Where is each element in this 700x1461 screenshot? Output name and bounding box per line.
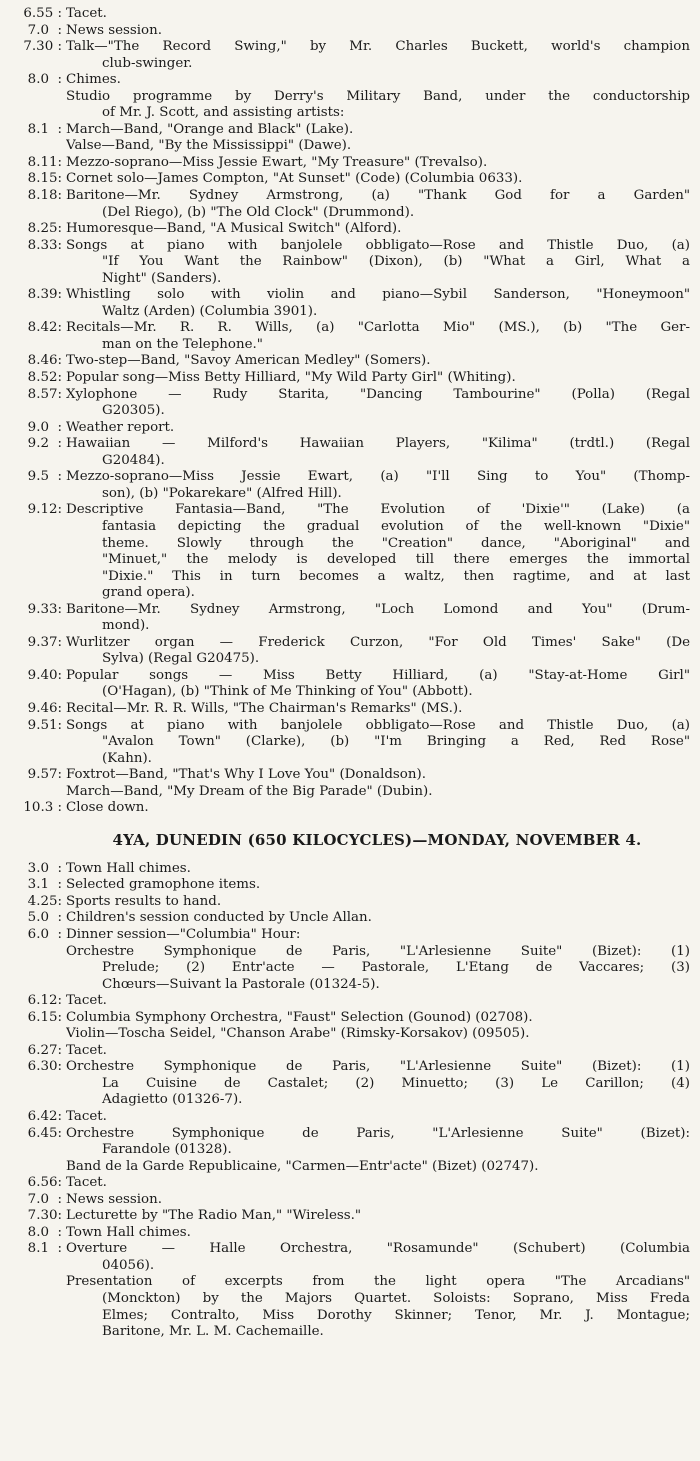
entry-line: Descriptive Fantasia—Band, "The Evolution of 'Dixie'" (Lake) (a xyxy=(66,502,690,518)
entry-line: Elmes; Contralto, Miss Dorothy Skinner; Tenor, Mr. J. Montague; xyxy=(102,1307,690,1323)
entry-line: G20484). xyxy=(102,452,165,468)
programme-entry xyxy=(4,89,690,122)
entry-line: Tacet. xyxy=(66,1042,107,1058)
entry-line: Town Hall chimes. xyxy=(66,860,191,876)
programme-entry xyxy=(4,993,690,1010)
programme-entry xyxy=(4,387,690,420)
entry-text xyxy=(62,138,690,155)
entry-text xyxy=(62,1059,690,1109)
entry-line: Columbia Symphony Orchestra, "Faust" Selection (Gounod) (02708). xyxy=(66,1009,533,1025)
entry-text xyxy=(62,993,690,1010)
programme-entry xyxy=(4,238,690,288)
entry-text xyxy=(62,171,690,188)
programme-entry xyxy=(4,1010,690,1027)
entry-line: Selected gramophone items. xyxy=(66,877,261,893)
entry-time: 8.18: xyxy=(27,188,62,204)
entry-line: Orchestre Symphonique de Paris, "L'Arlesienne Suite" (Bizet): (1) xyxy=(66,943,690,959)
entry-line: Hawaiian — Milford's Hawaiian Players, "Kilima" (trdtl.) (Regal xyxy=(66,436,690,452)
entry-line: Baritone—Mr. Sydney Armstrong, "Loch Lomond and You" (Drum- xyxy=(66,601,690,617)
entry-time: 3.1 : xyxy=(27,877,62,893)
entry-text xyxy=(62,502,690,601)
entry-line: Night" (Sanders). xyxy=(102,270,222,286)
entry-line: Tacet. xyxy=(66,1109,107,1124)
entry-time: 3.0 : xyxy=(27,860,62,876)
entry-line: Recitals—Mr. R. R. Wills, (a) "Carlotta Mio" (MS.), (b) "The Ger- xyxy=(66,320,690,336)
entry-line: Overture — Halle Orchestra, "Rosamunde" (Schubert) (Columbia xyxy=(66,1241,690,1257)
programme-entry xyxy=(4,6,690,23)
entry-time: 9.5 : xyxy=(27,469,62,485)
entry-time: 8.1 : xyxy=(27,121,62,137)
entry-line: fantasia depicting the gradual evolution of the well-known "Dixie" xyxy=(102,518,690,534)
programme-entry xyxy=(4,420,690,437)
programme-entry xyxy=(4,910,690,927)
entry-line: Sylva) (Regal G20475). xyxy=(102,651,260,667)
programme-entry xyxy=(4,138,690,155)
entry-time: 9.57: xyxy=(27,767,62,783)
entry-text xyxy=(62,1043,690,1060)
station-heading: 4YA, DUNEDIN (650 KILOCYCLES)—MONDAY, NOVEMBER 4. xyxy=(112,830,642,849)
entry-time: 10.3 : xyxy=(23,800,62,816)
programme-entry xyxy=(4,927,690,944)
entry-text xyxy=(62,39,690,72)
entry-text xyxy=(62,877,690,894)
entry-line: March—Band, "Orange and Black" (Lake). xyxy=(66,121,354,137)
entry-time: 6.0 : xyxy=(27,926,62,942)
entry-time: 9.40: xyxy=(27,667,62,683)
entry-line: News session. xyxy=(66,22,162,38)
entry-time: 8.25: xyxy=(27,221,62,237)
entry-text xyxy=(62,944,690,994)
entry-time: 6.27: xyxy=(27,1042,62,1058)
entry-line: Children's session conducted by Uncle Allan. xyxy=(66,910,372,926)
entry-time: 9.33: xyxy=(27,601,62,617)
entry-time: 8.15: xyxy=(27,171,62,187)
programme-entry xyxy=(4,1059,690,1109)
entry-time: 8.1 : xyxy=(27,1241,62,1257)
entry-line: Baritone, Mr. L. M. Cachemaille. xyxy=(102,1324,324,1340)
entry-time xyxy=(4,89,62,122)
entry-text xyxy=(62,894,690,911)
entry-line: Presentation of excerpts from the light opera "The Arcadians" xyxy=(66,1274,690,1290)
entry-line: Chimes. xyxy=(66,72,121,88)
entry-line: club-swinger. xyxy=(102,55,193,71)
programme-entry xyxy=(4,1192,690,1209)
entry-line: La Cuisine de Castalet; (2) Minuetto; (3) Le Carillon; (4) xyxy=(102,1075,690,1091)
entry-line: "Dixie." This in turn becomes a waltz, then ragtime, and at last xyxy=(102,568,690,584)
programme-entry xyxy=(4,320,690,353)
entry-line: (Monckton) by the Majors Quartet. Soloists: Soprano, Miss Freda xyxy=(102,1291,690,1307)
programme-entry xyxy=(4,635,690,668)
entry-line: Whistling solo with violin and piano—Sybil Sanderson, "Honeymoon" xyxy=(66,287,690,303)
entry-text xyxy=(62,861,690,878)
programme-entry xyxy=(4,469,690,502)
programme-entry xyxy=(4,1274,690,1340)
programme-entry xyxy=(4,1043,690,1060)
entry-text xyxy=(62,370,690,387)
entry-line: Tacet. xyxy=(66,993,107,1009)
programme-entry xyxy=(4,23,690,40)
programme-entry xyxy=(4,287,690,320)
entry-line: (O'Hagan), (b) "Think of Me Thinking of You" (Abbott). xyxy=(102,684,473,700)
entry-time: 6.56: xyxy=(27,1175,62,1191)
entry-line: Baritone—Mr. Sydney Armstrong, (a) "Thank God for a Garden" xyxy=(66,188,690,204)
entry-time xyxy=(4,1274,62,1340)
entry-text xyxy=(62,387,690,420)
entry-time: 8.52: xyxy=(27,370,62,386)
programme-entry xyxy=(4,155,690,172)
entry-line: Close down. xyxy=(66,800,149,816)
entry-line: Popular song—Miss Betty Hilliard, "My Wild Party Girl" (Whiting). xyxy=(66,370,516,386)
entry-time xyxy=(4,944,62,994)
entry-time xyxy=(4,1159,62,1176)
entry-line: Wurlitzer organ — Frederick Curzon, "For Old Times' Sake" (De xyxy=(66,634,690,650)
entry-time: 8.57: xyxy=(27,386,62,402)
entry-line: of Mr. J. Scott, and assisting artists: xyxy=(102,105,345,121)
entry-line: Recital—Mr. R. R. Wills, "The Chairman's Remarks" (MS.). xyxy=(66,700,463,716)
entry-text xyxy=(62,1010,690,1027)
entry-time: 8.11: xyxy=(27,154,62,170)
entry-text xyxy=(62,122,690,139)
entry-line: Humoresque—Band, "A Musical Switch" (Alford). xyxy=(66,221,402,237)
entry-text xyxy=(62,188,690,221)
entry-time: 9.37: xyxy=(27,634,62,650)
entry-text xyxy=(62,800,690,817)
entry-time: 6.15: xyxy=(27,1009,62,1025)
entry-text xyxy=(62,1225,690,1242)
programme-entry xyxy=(4,718,690,768)
entry-time: 5.0 : xyxy=(27,910,62,926)
entry-text xyxy=(62,1126,690,1159)
entry-text xyxy=(62,6,690,23)
entry-line: Waltz (Arden) (Columbia 3901). xyxy=(102,303,318,319)
programme-entry xyxy=(4,1159,690,1176)
entry-text xyxy=(62,1026,690,1043)
entry-line: Studio programme by Derry's Military Band, under the conductorship xyxy=(66,88,690,104)
entry-time: 9.2 : xyxy=(27,436,62,452)
entry-line: Band de la Garde Republicaine, "Carmen—Entr'acte" (Bizet) (02747). xyxy=(66,1158,539,1174)
entry-time: 9.46: xyxy=(27,700,62,716)
programme-entry xyxy=(4,221,690,238)
entry-text xyxy=(62,701,690,718)
programme-entry xyxy=(4,800,690,817)
entry-time: 8.33: xyxy=(27,237,62,253)
programme-section-4ya-dunedin xyxy=(4,861,690,1341)
entry-line: Talk—"The Record Swing," by Mr. Charles Buckett, world's champion xyxy=(66,39,690,55)
entry-text xyxy=(62,72,690,89)
entry-text xyxy=(62,1208,690,1225)
entry-text xyxy=(62,602,690,635)
entry-line: Farandole (01328). xyxy=(102,1142,232,1158)
programme-entry xyxy=(4,171,690,188)
programme-entry xyxy=(4,1225,690,1242)
entry-time: 9.12: xyxy=(27,502,62,518)
entry-time xyxy=(4,784,62,801)
entry-line: "Avalon Town" (Clarke), (b) "I'm Bringing a Red, Red Rose" xyxy=(102,734,690,750)
entry-text xyxy=(62,767,690,784)
entry-text xyxy=(62,155,690,172)
entry-text xyxy=(62,23,690,40)
programme-entry xyxy=(4,944,690,994)
entry-line: Songs at piano with banjolele obbligato—Rose and Thistle Duo, (a) xyxy=(66,237,690,253)
entry-text xyxy=(62,221,690,238)
entry-text xyxy=(62,436,690,469)
programme-entry xyxy=(4,39,690,72)
entry-line: Violin—Toscha Seidel, "Chanson Arabe" (Rimsky-Korsakov) (09505). xyxy=(66,1026,530,1042)
entry-line: Lecturette by "The Radio Man," "Wireless." xyxy=(66,1208,362,1224)
programme-entry xyxy=(4,894,690,911)
entry-line: Weather report. xyxy=(66,419,175,435)
entry-text xyxy=(62,668,690,701)
entry-line: man on the Telephone." xyxy=(102,336,263,352)
entry-text xyxy=(62,1192,690,1209)
entry-text xyxy=(62,635,690,668)
entry-text xyxy=(62,927,690,944)
entry-text xyxy=(62,420,690,437)
programme-entry xyxy=(4,353,690,370)
entry-line: mond). xyxy=(102,618,150,634)
entry-time: 6.55 : xyxy=(23,6,62,21)
entry-line: Songs at piano with banjolele obbligato—Rose and Thistle Duo, (a) xyxy=(66,717,690,733)
entry-line: grand opera). xyxy=(102,585,195,601)
entry-line: News session. xyxy=(66,1191,162,1207)
entry-line: G20305). xyxy=(102,403,165,419)
programme-entry xyxy=(4,1175,690,1192)
entry-time: 7.30: xyxy=(27,1208,62,1224)
entry-text xyxy=(62,1274,690,1340)
entry-line: Dinner session—"Columbia" Hour: xyxy=(66,926,301,942)
entry-line: Cornet solo—James Compton, "At Sunset" (Code) (Columbia 0633). xyxy=(66,171,523,187)
entry-text xyxy=(62,469,690,502)
entry-line: Prelude; (2) Entr'acte — Pastorale, L'Etang de Vaccares; (3) xyxy=(102,960,690,976)
entry-text xyxy=(62,287,690,320)
entry-line: Orchestre Symphonique de Paris, "L'Arlesienne Suite" (Bizet): (1) xyxy=(66,1059,690,1075)
entry-text xyxy=(62,89,690,122)
entry-text xyxy=(62,784,690,801)
entry-time: 6.12: xyxy=(27,993,62,1009)
entry-time: 8.39: xyxy=(27,287,62,303)
entry-time: 6.30: xyxy=(27,1059,62,1075)
entry-line: theme. Slowly through the "Creation" dance, "Aboriginal" and xyxy=(102,535,690,551)
entry-time: 8.42: xyxy=(27,320,62,336)
programme-entry xyxy=(4,602,690,635)
entry-text xyxy=(62,1159,690,1176)
programme-entry xyxy=(4,1241,690,1274)
entry-text xyxy=(62,1241,690,1274)
entry-line: Two-step—Band, "Savoy American Medley" (Somers). xyxy=(66,353,431,369)
programme-entry xyxy=(4,784,690,801)
entry-line: 04056). xyxy=(102,1257,155,1273)
programme-entry xyxy=(4,1208,690,1225)
programme-entry xyxy=(4,436,690,469)
entry-time: 4.25: xyxy=(27,893,62,909)
programme-entry xyxy=(4,370,690,387)
entry-line: Foxtrot—Band, "That's Why I Love You" (Donaldson). xyxy=(66,767,426,783)
entry-line: Chœurs—Suivant la Pastorale (01324-5). xyxy=(102,976,380,992)
entry-text xyxy=(62,718,690,768)
programme-entry xyxy=(4,877,690,894)
entry-text xyxy=(62,1175,690,1192)
entry-line: (Kahn). xyxy=(102,750,152,766)
programme-entry xyxy=(4,1126,690,1159)
entry-time: 8.0 : xyxy=(27,1224,62,1240)
programme-entry xyxy=(4,72,690,89)
entry-time xyxy=(4,138,62,155)
entry-text xyxy=(62,353,690,370)
entry-line: Xylophone — Rudy Starita, "Dancing Tambourine" (Polla) (Regal xyxy=(66,386,690,402)
entry-time: 6.42: xyxy=(27,1109,62,1124)
entry-time: 9.51: xyxy=(27,717,62,733)
entry-line: "If You Want the Rainbow" (Dixon), (b) "What a Girl, What a xyxy=(102,254,690,270)
entry-line: Tacet. xyxy=(66,6,107,21)
programme-entry xyxy=(4,1026,690,1043)
programme-entry xyxy=(4,188,690,221)
programme-section-evening xyxy=(4,6,690,817)
entry-text xyxy=(62,910,690,927)
entry-text xyxy=(62,320,690,353)
entry-line: "Minuet," the melody is developed till there emerges the immortal xyxy=(102,552,690,568)
entry-text xyxy=(62,1109,690,1126)
entry-line: Tacet. xyxy=(66,1175,107,1191)
entry-time xyxy=(4,1026,62,1043)
entry-line: Sports results to hand. xyxy=(66,893,222,909)
entry-time: 8.0 : xyxy=(27,72,62,88)
entry-text xyxy=(62,238,690,288)
entry-line: March—Band, "My Dream of the Big Parade" (Dubin). xyxy=(66,783,433,799)
entry-line: Town Hall chimes. xyxy=(66,1224,191,1240)
programme-entry xyxy=(4,701,690,718)
entry-line: (Del Riego), (b) "The Old Clock" (Drummond). xyxy=(102,204,415,220)
entry-time: 6.45: xyxy=(27,1125,62,1141)
entry-time: 9.0 : xyxy=(27,419,62,435)
entry-line: son), (b) "Pokarekare" (Alfred Hill). xyxy=(102,485,342,501)
entry-time: 7.0 : xyxy=(27,22,62,38)
programme-entry xyxy=(4,122,690,139)
programme-entry xyxy=(4,668,690,701)
entry-line: Mezzo-soprano—Miss Jessie Ewart, "My Treasure" (Trevalso). xyxy=(66,154,488,170)
programme-entry xyxy=(4,861,690,878)
entry-line: Popular songs — Miss Betty Hilliard, (a) "Stay-at-Home Girl" xyxy=(66,667,690,683)
programme-entry xyxy=(4,502,690,601)
entry-line: Mezzo-soprano—Miss Jessie Ewart, (a) "I'll Sing to You" (Thomp- xyxy=(66,469,690,485)
entry-time: 7.30 : xyxy=(23,39,62,55)
entry-time: 7.0 : xyxy=(27,1191,62,1207)
entry-line: Orchestre Symphonique de Paris, "L'Arlesienne Suite" (Bizet): xyxy=(66,1125,690,1141)
programme-entry xyxy=(4,1109,690,1126)
entry-line: Adagietto (01326-7). xyxy=(102,1092,243,1108)
entry-time: 8.46: xyxy=(27,353,62,369)
entry-line: Valse—Band, "By the Mississippi" (Dawe). xyxy=(66,138,352,154)
programme-entry xyxy=(4,767,690,784)
